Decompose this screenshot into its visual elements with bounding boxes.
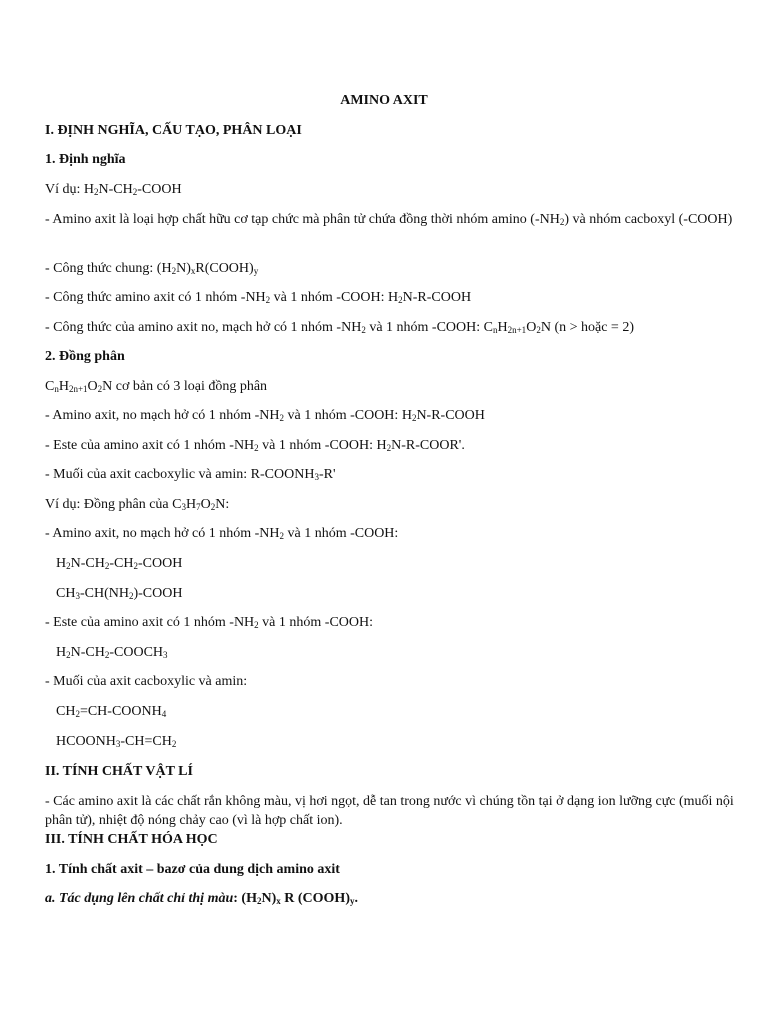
formula-one-group: - Công thức amino axit có 1 nhóm $-NH_2$ và 1 nhóm -COOH: $H_2N-R$-COOH xyxy=(45,290,472,305)
example-glycine: Ví dụ: $H_2N-CH_2$-COOH xyxy=(45,182,182,197)
isomer-type-amino-acid: - Amino axit, no mạch hở có 1 nhóm $-NH_2$ và 1 nhóm -COOH: $H_2N-R$-COOH xyxy=(45,408,485,423)
formula-ester: $H_2N-CH_2-COOCH_3$ xyxy=(56,645,168,660)
formula-saturated: - Công thức của amino axit no, mạch hở có 1 nhóm $-NH_2$ và 1 nhóm -COOH: $C_nH_{2n+1}O_2N$ (n > hoặc = 2) xyxy=(45,320,634,335)
section-heading-definition: I. ĐỊNH NGHĨA, CẤU TẠO, PHÂN LOẠI xyxy=(45,123,302,138)
subheading-definition: 1. Định nghĩa xyxy=(45,152,126,167)
example-amino-acid-heading: - Amino axit, no mạch hở có 1 nhóm $-NH_2$ và 1 nhóm -COOH: xyxy=(45,526,399,541)
example-c3h7o2n: Ví dụ: Đồng phân của $C_3H_7O_2N$: xyxy=(45,497,230,512)
indicator-line: a. Tác dụng lên chất chỉ thị màu: $(H_2N)_x$ R $(COOH)_y$. xyxy=(45,891,358,906)
section-heading-physical: II. TÍNH CHẤT VẬT LÍ xyxy=(45,764,193,779)
isomer-type-salt: - Muối của axit cacboxylic và amin: $R-COONH_3-R'$ xyxy=(45,467,336,482)
definition-text: - Amino axit là loại hợp chất hữu cơ tạp chức mà phân tử chứa đồng thời nhóm amino $(-NH_2)$ và nhóm cacboxyl (-COOH) xyxy=(45,212,733,227)
formula-alanine: $CH_3-CH(NH_2)$-COOH xyxy=(56,586,183,601)
subheading-acid-base: 1. Tính chất axit – bazơ của dung dịch amino axit xyxy=(45,862,340,877)
physical-properties-text: - Các amino axit là các chất rắn không màu, vị hơi ngọt, dễ tan trong nước vì chúng tồn tại ở dạng ion lưỡng cực (muối nội phân tử), nhiệt độ nóng chảy cao (vì là hợp chất ion). xyxy=(45,794,734,828)
section-heading-chemical: III. TÍNH CHẤT HÓA HỌC xyxy=(45,832,218,847)
subheading-isomers: 2. Đồng phân xyxy=(45,349,125,364)
formula-beta-alanine: $H_2N-CH_2-CH_2$-COOH xyxy=(56,556,183,571)
example-ester-heading: - Este của amino axit có 1 nhóm $-NH_2$ và 1 nhóm -COOH: xyxy=(45,615,373,630)
formula-vinylammonium-formate: $HCOONH_3-CH=CH_2$ xyxy=(56,734,177,749)
isomer-intro: $C_nH_{2n+1}O_2N$ cơ bản có 3 loại đồng phân xyxy=(45,379,268,394)
page-title: AMINO AXIT xyxy=(340,93,428,108)
isomer-type-ester: - Este của amino axit có 1 nhóm $-NH_2$ và 1 nhóm -COOH: $H_2N-R-COOR'$. xyxy=(45,438,465,453)
general-formula: - Công thức chung: $(H_2N)_xR(COOH)_y$ xyxy=(45,261,259,276)
example-salt-heading: - Muối của axit cacboxylic và amin: xyxy=(45,674,248,689)
formula-ammonium-acrylate: $CH_2=CH-COONH_4$ xyxy=(56,704,167,719)
